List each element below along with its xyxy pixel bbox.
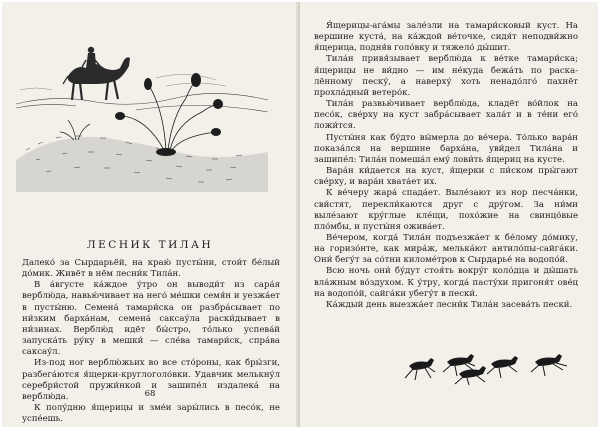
- right-page: [300, 2, 598, 427]
- paragraph: Из-под ног верблю́жьих во все сто́роны, как бры́зги, разбега́ются я́щерки-круглоголо́вки. Удавчик мелькну́л серебри́стой пружи́нкой и зашипе́л издалека́ на верблю́да.: [22, 358, 280, 402]
- paragraph: Тила́н привя́зывает верблю́да к ве́тке тамари́ска; я́щерицы не ви́дно — им не́куда бежа́ть по раска-лённому песку́, а наверху́ хоть ненадо́лго́ пахнёт прохла́дный ветеро́к.: [314, 54, 578, 98]
- right-page-text: [314, 21, 578, 311]
- page-number: 68: [144, 389, 156, 399]
- paragraph: К полу́дню я́щерицы и зме́и зары́лись в песо́к, не успе́ешь.: [22, 403, 280, 425]
- left-page: [2, 2, 298, 427]
- left-page-text: [22, 258, 280, 425]
- paragraph: Далеко́ за Сырдарьёй, на краю́ пусты́ни, стои́т бе́лый до́мик. Живёт в нём лесни́к Тила́н.: [22, 258, 280, 280]
- paragraph: Ка́ждый день выезжа́ет лесни́к Тила́н засева́ть пески́.: [326, 299, 573, 310]
- paragraph: Вара́н ки́дается на куст, я́щерки с пи́ском пры́гают све́рху, и вара́н хвата́ет их.: [314, 166, 578, 188]
- paragraph: Пусты́ня как бу́дто вы́мерла до ве́чера. То́лько вара́н показа́лся на вершине барха́на, уви́дел Тила́на и зашипе́л: Тила́н помеша́л ему́ лови́ть я́щериц на кусте.: [314, 132, 578, 165]
- paragraph: Я́щерицы-ага́мы зале́зли на тамари́сковый куст. На вершине куста́, на ка́ждой ве́точке, сидя́т неподви́жно я́щерица, подня́в голо́вку и тяжело́ ды́шит.: [314, 21, 578, 54]
- desert-camel-rider-illustration: [16, 20, 268, 192]
- story-title: ЛЕСНИК ТИЛАН: [86, 239, 214, 251]
- paragraph: В а́вгусте ка́ждое у́тро он выводи́т из сара́я верблю́да, навью́чивает на него́ ме́шки семя́н и уезжа́ет в пусты́ню. Семена́ тамари́ска он разбра́сывает по ни́зким барха́нам, семена́ саксау́ла раски́дывает в ни́зинах. Верблю́д идёт бы́стро, то́лько успева́й запуска́ть ру́ку в мешки́ — сле́ва тамари́ск, спра́ва саксау́л.: [22, 280, 280, 358]
- running-saiga-illustration: [395, 346, 585, 386]
- paragraph: Всю ночь они́ бу́дут стоя́ть вокру́г коло́дца и ды́шать вла́жным во́здухом. К у́тру, когда́ пасту́хи пригоня́т ове́ц на водопо́й, сайга́ки убегу́т в пески́.: [314, 266, 578, 299]
- paragraph: Ве́чером, когда́ Тила́н подъезжа́ет к бе́лому до́мику, на горизо́нте, как мира́ж, мелька́ют антило́пы-сайга́ки. Они́ бегу́т за со́тни киломе́тров к Сырдарье́ на водопо́й.: [314, 232, 578, 266]
- paragraph: Тила́н развью́чивает верблю́да, кладёт во́йлок на песо́к, све́рху на куст забра́сывает хала́т и в те́ни его́ ложи́тся.: [314, 99, 578, 132]
- paragraph: К ве́черу жара́ спада́ет. Выле́зают из нор песча́нки, сви́стят, перекли́каются друг с дру́гом. За ни́ми выле́зают кру́глые кле́щи, похо́жие на свинцо́вые пло́мбы, и пусты́ня ожива́ет.: [314, 188, 578, 232]
